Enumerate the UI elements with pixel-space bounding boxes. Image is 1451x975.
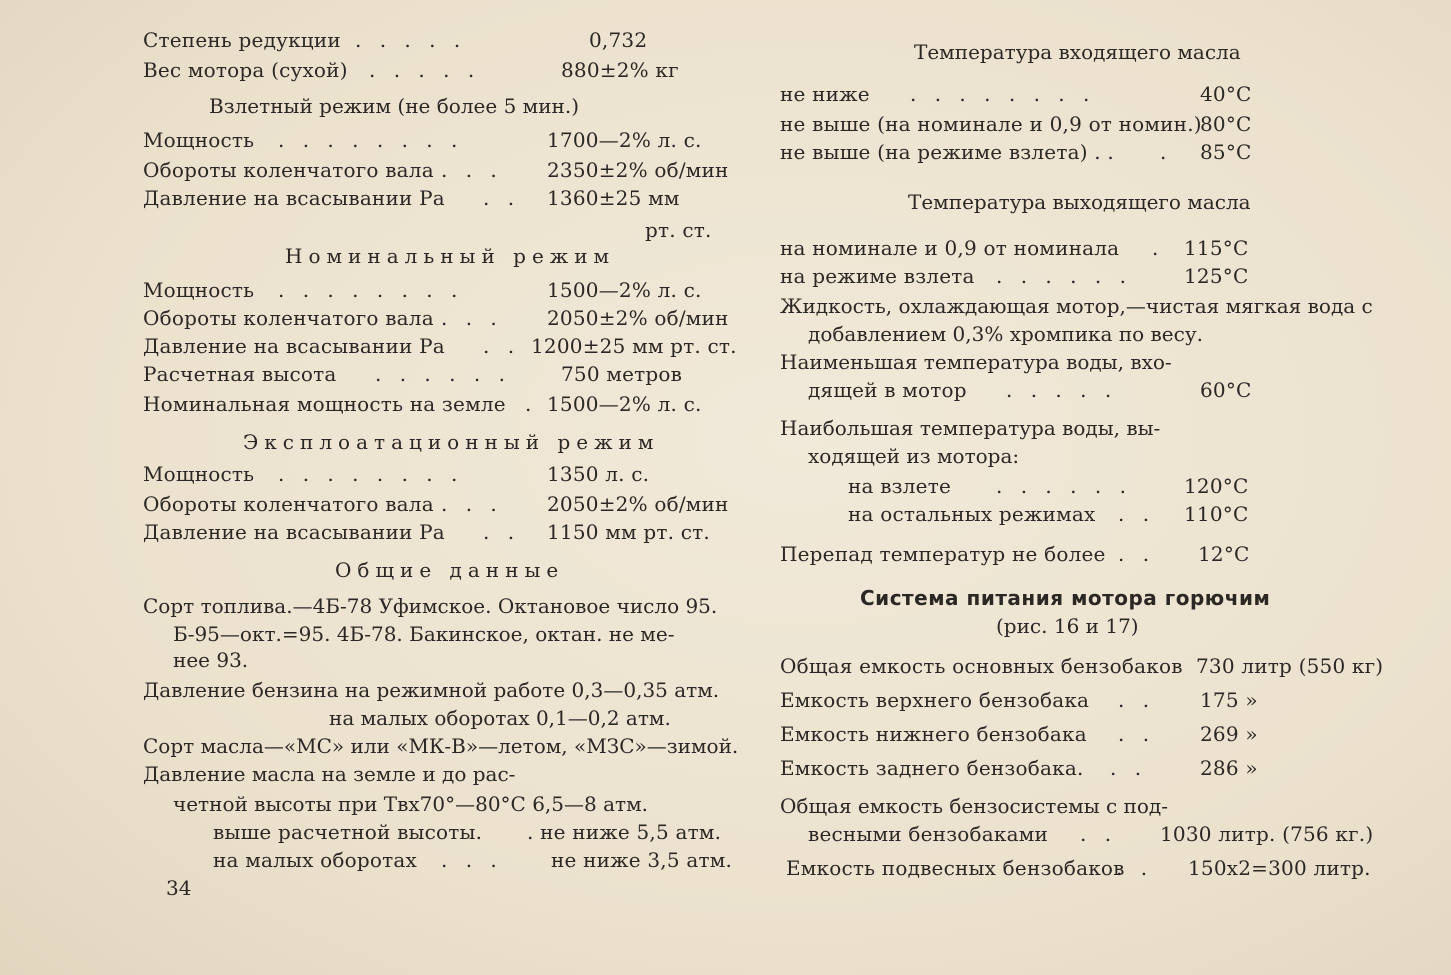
coolant-line-2: добавлением 0,3% хромпика по весу.	[808, 322, 1203, 346]
spec-value: 1500—2% л. с.	[547, 278, 702, 302]
spec-value: . не ниже 5,5 атм.	[527, 820, 722, 844]
spec-label: Общая емкость основных бензобаков	[780, 654, 1183, 678]
spec-value: 115°С	[1184, 236, 1249, 260]
spec-value: 1360±25 мм	[547, 186, 680, 210]
spec-label: Мощность	[143, 128, 255, 152]
leader-dots: . . . . . . . .	[278, 278, 464, 302]
section-title-nominal: Номинальный режим	[285, 244, 616, 268]
spec-label: Давление на всасывании Ра	[143, 334, 445, 358]
leader-dots: . .	[1118, 688, 1156, 712]
oil-pressure-line-2: четной высоты при Твх70°—80°С 6,5—8 атм.	[173, 792, 648, 816]
spec-value: не ниже 3,5 атм.	[551, 848, 733, 872]
spec-label: не ниже	[780, 82, 870, 106]
leader-dots: . .	[483, 186, 521, 210]
spec-label: дящей в мотор	[808, 378, 967, 402]
leader-dots: . .	[1080, 822, 1118, 846]
leader-dots: . .	[1118, 502, 1156, 526]
leader-dots: . .	[1118, 542, 1156, 566]
spec-value: 1500—2% л. с.	[547, 392, 702, 416]
section-title-oil-in: Температура входящего масла	[914, 40, 1241, 64]
spec-unit: рт. ст.	[645, 218, 712, 242]
spec-value: 60°С	[1200, 378, 1252, 402]
spec-value: 1350 л. с.	[547, 462, 650, 486]
section-title-fuel-system: Система питания мотора горючим	[860, 586, 1271, 610]
oil-grade-line: Сорт масла—«МС» или «МК-В»—летом, «МЗС»—зимой.	[143, 734, 739, 758]
spec-label: Номинальная мощность на земле	[143, 392, 506, 416]
leader-dots: . . . . . .	[996, 264, 1132, 288]
spec-value: 12°С	[1198, 542, 1250, 566]
spec-value: 120°С	[1184, 474, 1249, 498]
leader-dots: .	[1152, 236, 1165, 260]
spec-label: Расчетная высота	[143, 362, 337, 386]
spec-value: 85°С	[1200, 140, 1252, 164]
fuel-system-total-line-1: Общая емкость бензосистемы с под-	[780, 794, 1168, 818]
page-number: 34	[166, 876, 192, 900]
section-title-oil-out: Температура выходящего масла	[908, 190, 1251, 214]
spec-value: 150х2=300 литр.	[1188, 856, 1371, 880]
fuel-grade-line-2: Б-95—окт.=95. 4Б-78. Бакинское, октан. не ме-	[173, 622, 675, 646]
spec-value: 2050±2% об/мин	[547, 306, 729, 330]
spec-value: 80°С	[1200, 112, 1252, 136]
leader-dots: .	[525, 392, 538, 416]
spec-label: Емкость нижнего бензобака	[780, 722, 1087, 746]
oil-pressure-line-1: Давление масла на земле и до рас-	[143, 762, 516, 786]
spec-value: 730 литр (550 кг)	[1196, 654, 1384, 678]
spec-value: 1150 мм рт. ст.	[547, 520, 710, 544]
spec-label: Обороты коленчатого вала	[143, 306, 434, 330]
spec-value: 0,732	[589, 28, 648, 52]
spec-label: выше расчетной высоты.	[213, 820, 483, 844]
leader-dots: . .	[1116, 856, 1154, 880]
spec-label: весными бензобаками	[808, 822, 1049, 846]
water-max-line-2: ходящей из мотора:	[808, 444, 1020, 468]
spec-value: 750 метров	[561, 362, 683, 386]
spec-label: Степень редукции	[143, 28, 341, 52]
spec-label: Обороты коленчатого вала	[143, 492, 434, 516]
spec-label: Вес мотора (сухой)	[143, 58, 348, 82]
leader-dots: . . . . .	[355, 28, 467, 52]
spec-label: Перепад температур не более	[780, 542, 1106, 566]
spec-label: Давление на всасывании Ра	[143, 186, 445, 210]
fuel-grade-line-3: нее 93.	[173, 648, 249, 672]
section-subtitle-fuel-system: (рис. 16 и 17)	[996, 614, 1139, 638]
leader-dots: . . . . . . . .	[278, 462, 464, 486]
leader-dots: . . . . . .	[996, 474, 1132, 498]
spec-label: Емкость подвесных бензобаков	[786, 856, 1125, 880]
spec-value: 1030 литр. (756 кг.)	[1160, 822, 1374, 846]
spec-label: Мощность	[143, 278, 255, 302]
leader-dots: . . . . . . . .	[278, 128, 464, 152]
spec-value: 175 »	[1200, 688, 1258, 712]
spec-label: не выше (на режиме взлета) . .	[780, 140, 1114, 164]
leader-dots: .	[1160, 140, 1173, 164]
spec-label: на остальных режимах	[848, 502, 1096, 526]
leader-dots: . . .	[441, 848, 503, 872]
spec-value: 2350±2% об/мин	[547, 158, 729, 182]
section-title-general: Общие данные	[335, 558, 565, 582]
spec-value: 1700—2% л. с.	[547, 128, 702, 152]
fuel-grade-line-1: Сорт топлива.—4Б-78 Уфимское. Октановое число 95.	[143, 594, 718, 618]
leader-dots: . .	[1110, 756, 1148, 780]
spec-label: на взлете	[848, 474, 952, 498]
section-title-operational: Эксплоатационный режим	[243, 430, 660, 454]
spec-value: 2050±2% об/мин	[547, 492, 729, 516]
leader-dots: . . .	[441, 492, 503, 516]
leader-dots: . . . . . . . .	[910, 82, 1096, 106]
leader-dots: . . . . .	[369, 58, 481, 82]
leader-dots: . . .	[441, 158, 503, 182]
leader-dots: . .	[483, 520, 521, 544]
spec-value: 286 »	[1200, 756, 1258, 780]
leader-dots: . .	[483, 334, 521, 358]
leader-dots: . . .	[441, 306, 503, 330]
spec-value: 1200±25 мм рт. ст.	[531, 334, 737, 358]
petrol-pressure-line-1: Давление бензина на режимной работе 0,3—0,35 атм.	[143, 678, 720, 702]
coolant-line-1: Жидкость, охлаждающая мотор,—чистая мягкая вода с	[780, 294, 1373, 318]
spec-label: на малых оборотах	[213, 848, 417, 872]
petrol-pressure-line-2: на малых оборотах 0,1—0,2 атм.	[329, 706, 671, 730]
spec-label: Мощность	[143, 462, 255, 486]
spec-label: на номинале и 0,9 от номинала	[780, 236, 1120, 260]
spec-label: Емкость заднего бензобака.	[780, 756, 1084, 780]
leader-dots: . . . . . .	[375, 362, 511, 386]
leader-dots: . .	[1118, 722, 1156, 746]
spec-label: Обороты коленчатого вала	[143, 158, 434, 182]
spec-value: 269 »	[1200, 722, 1258, 746]
spec-label: на режиме взлета	[780, 264, 975, 288]
water-max-line-1: Наибольшая температура воды, вы-	[780, 416, 1161, 440]
section-title-takeoff: Взлетный режим (не более 5 мин.)	[209, 94, 580, 118]
water-min-line-1: Наименьшая температура воды, вхо-	[780, 350, 1172, 374]
spec-value: 880±2% кг	[561, 58, 679, 82]
spec-value: 110°С	[1184, 502, 1249, 526]
spec-value: 40°С	[1200, 82, 1252, 106]
spec-label: не выше (на номинале и 0,9 от номин.)	[780, 112, 1202, 136]
spec-value: 125°С	[1184, 264, 1249, 288]
leader-dots: . . . . .	[1006, 378, 1118, 402]
spec-label: Емкость верхнего бензобака	[780, 688, 1090, 712]
spec-label: Давление на всасывании Ра	[143, 520, 445, 544]
